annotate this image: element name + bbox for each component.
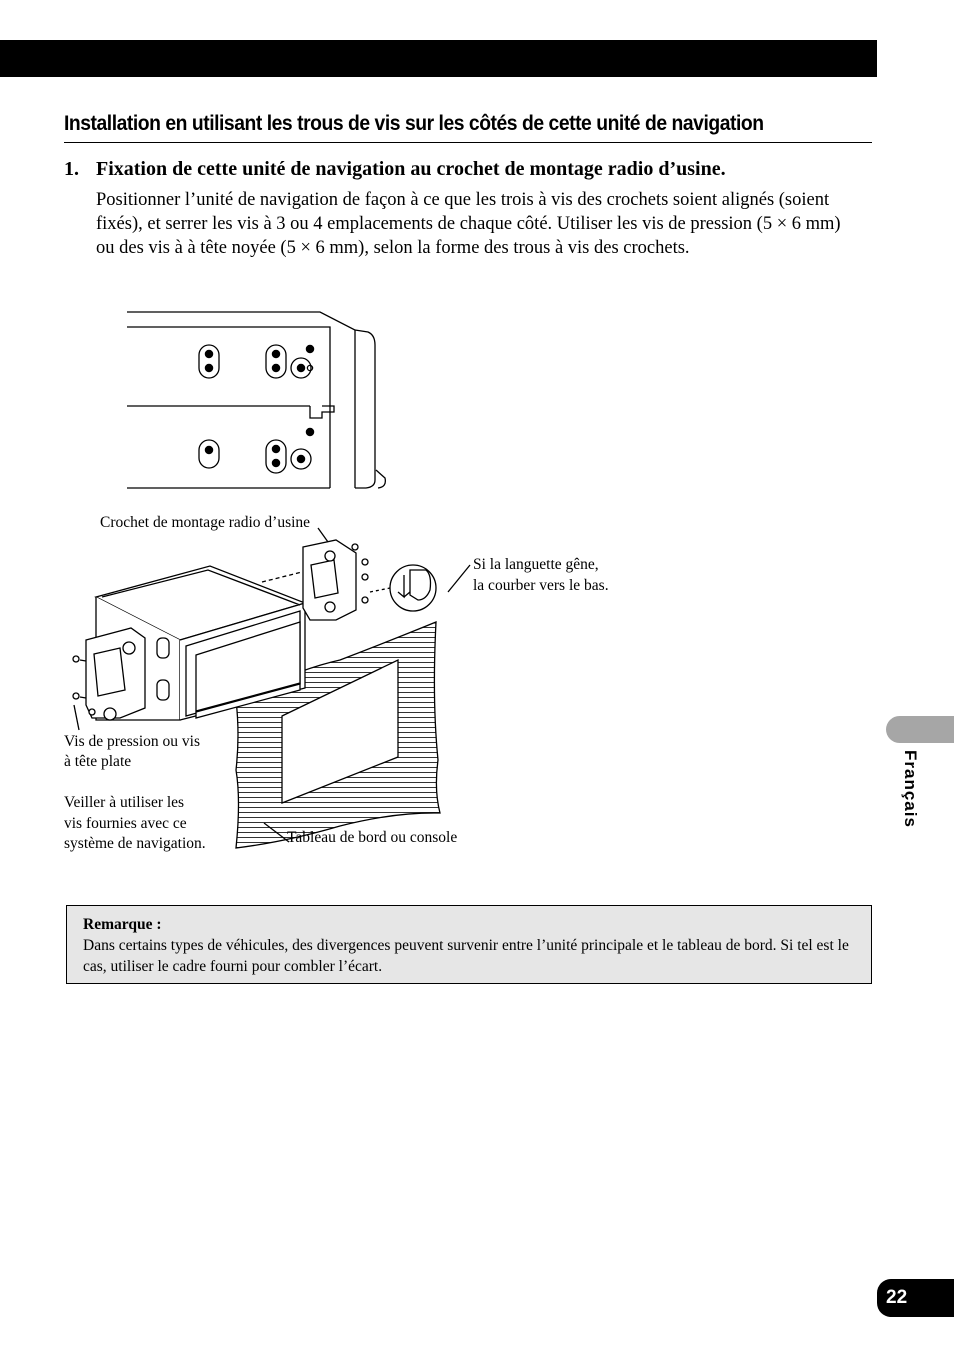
remark-text: Dans certains types de véhicules, des divergences peuvent survenir entre l’unité principale et le tableau de bord. Si tel est le cas, utiliser le cadre fourni pour combler l’écart. [83, 937, 849, 975]
label-supplied-line2: vis fournies avec ce [64, 815, 187, 832]
remark-box [66, 905, 872, 984]
leader-screws [74, 705, 79, 730]
step-body: Positionner l’unité de navigation de façon à ce que les trois à vis des crochets soient alignés (soient fixés), et serrer les vis à 3 ou 4 emplacements de chaque côté. Utiliser les vis de pression (5 × 6 mm) ou des vis à à tête noyée (5 × 6 mm), selon la forme des trous à vis des crochets. [96, 190, 841, 258]
language-label: Français [901, 750, 920, 828]
leader-tab [448, 565, 470, 592]
label-supplied-line1: Veiller à utiliser les [64, 794, 185, 811]
label-tab-line1: Si la languette gêne, [473, 556, 599, 573]
tab-bend-detail [370, 565, 436, 611]
section-title: Installation en utilisant les trous de vis sur les côtés de cette unité de navigation [64, 112, 764, 135]
label-screws-line1: Vis de pression ou vis [64, 733, 200, 750]
language-tab [886, 716, 954, 743]
label-supplied-line3: système de navigation. [64, 835, 206, 852]
left-bracket [73, 628, 145, 720]
installation-figure [0, 300, 954, 870]
bracket-detail [127, 312, 385, 488]
step-heading [64, 158, 726, 181]
remark-title: Remarque : [83, 916, 162, 933]
step-heading-text: Fixation de cette unité de navigation au crochet de montage radio d’usine. [96, 158, 726, 180]
leader-bracket [318, 528, 328, 542]
label-dashboard: Tableau de bord ou console [287, 829, 458, 846]
label-tab-line2: la courber vers le bas. [473, 577, 609, 594]
step-number: 1. [64, 158, 79, 180]
header-bar [0, 40, 877, 77]
title-divider [64, 142, 872, 143]
label-factory-bracket: Crochet de montage radio d’usine [100, 514, 311, 531]
label-screws-line2: à tête plate [64, 753, 132, 770]
page-number: 22 [877, 1279, 954, 1317]
